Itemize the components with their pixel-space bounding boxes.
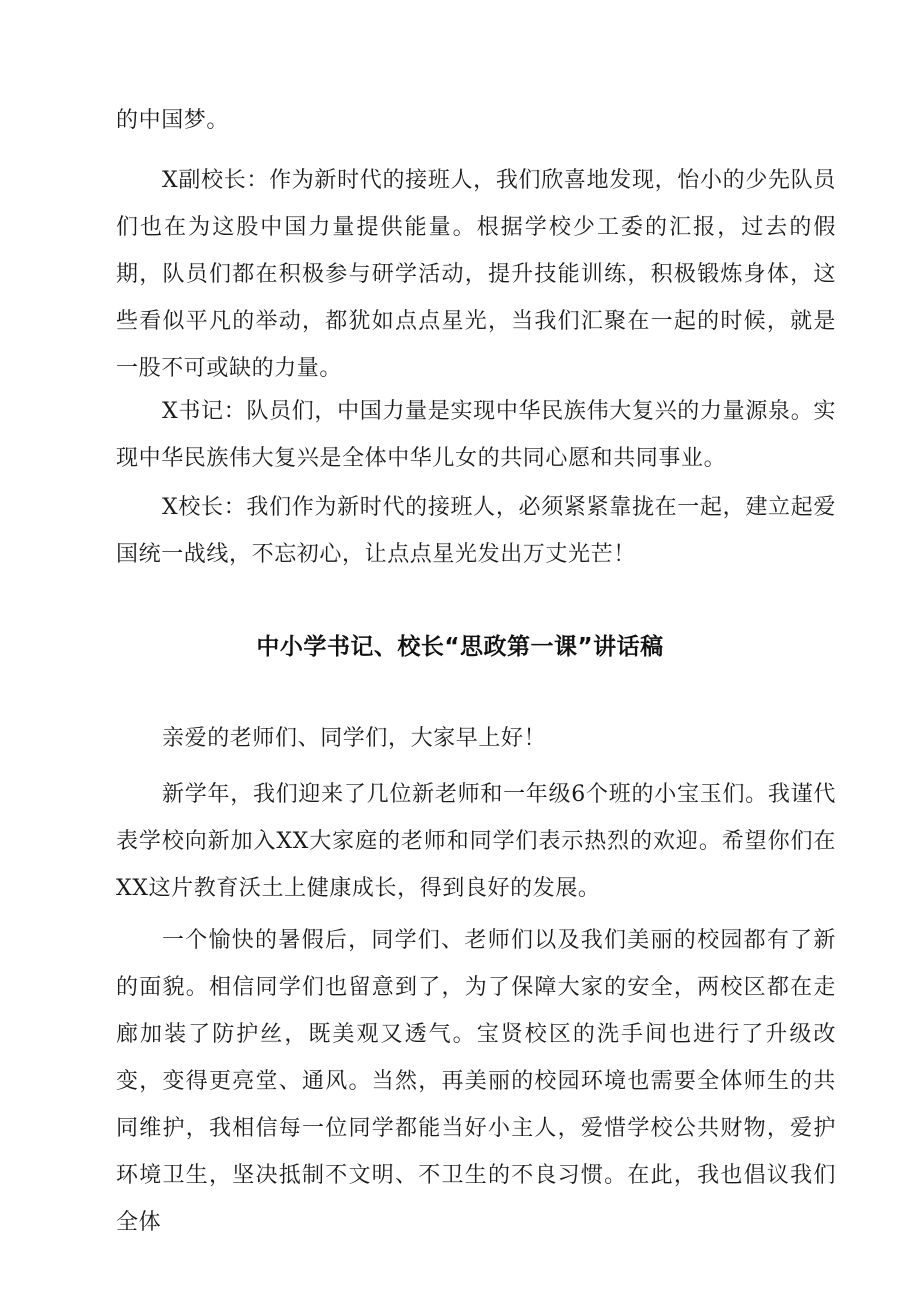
speech-title: 中小学书记、校长“思政第一课”讲话稿 xyxy=(256,634,664,660)
speech-paragraph-welcome: 新学年，我们迎来了几位新老师和一年级6个班的小宝玉们。我谨代表学校向新加入XX大家庭的老师和同学们表示热烈的欢迎。希望你们在XX这片教育沃土上健康成长，得到良好的发展。 xyxy=(116,782,836,901)
speech-greeting: 亲爱的老师们、同学们，大家早上好！ xyxy=(162,726,547,751)
paragraph-vice-principal: X副校长：作为新时代的接班人，我们欣喜地发现，怡小的少先队员们也在为这股中国力量提供能量。根据学校少工委的汇报，过去的假期，队员们都在积极参与研学活动，提升技能训练，积极锻炼身体，这些看似平凡的举动，都犹如点点星光，当我们汇聚在一起的时候，就是一股不可或缺的力量。 xyxy=(116,168,836,381)
paragraph-continuation: 的中国梦。 xyxy=(116,108,230,133)
paragraph-principal: X校长：我们作为新时代的接班人，必须紧紧靠拢在一起，建立起爱国统一战线，不忘初心，让点点星光发出万丈光芒！ xyxy=(116,495,836,567)
paragraph-secretary: X书记：队员们，中国力量是实现中华民族伟大复兴的力量源泉。实现中华民族伟大复兴是全体中华儿女的共同心愿和共同事业。 xyxy=(116,399,836,471)
speech-paragraph-campus: 一个愉快的暑假后，同学们、老师们以及我们美丽的校园都有了新的面貌。相信同学们也留意到了，为了保障大家的安全，两校区都在走廊加装了防护丝，既美观又透气。宝贤校区的洗手间也进行了升级改变，变得更亮堂、通风。当然，再美丽的校园环境也需要全体师生的共同维护，我相信每一位同学都能当好小主人，爱惜学校公共财物，爱护环境卫生，坚决抵制不文明、不卫生的不良习惯。在此，我也倡议我们全体 xyxy=(116,928,836,1235)
